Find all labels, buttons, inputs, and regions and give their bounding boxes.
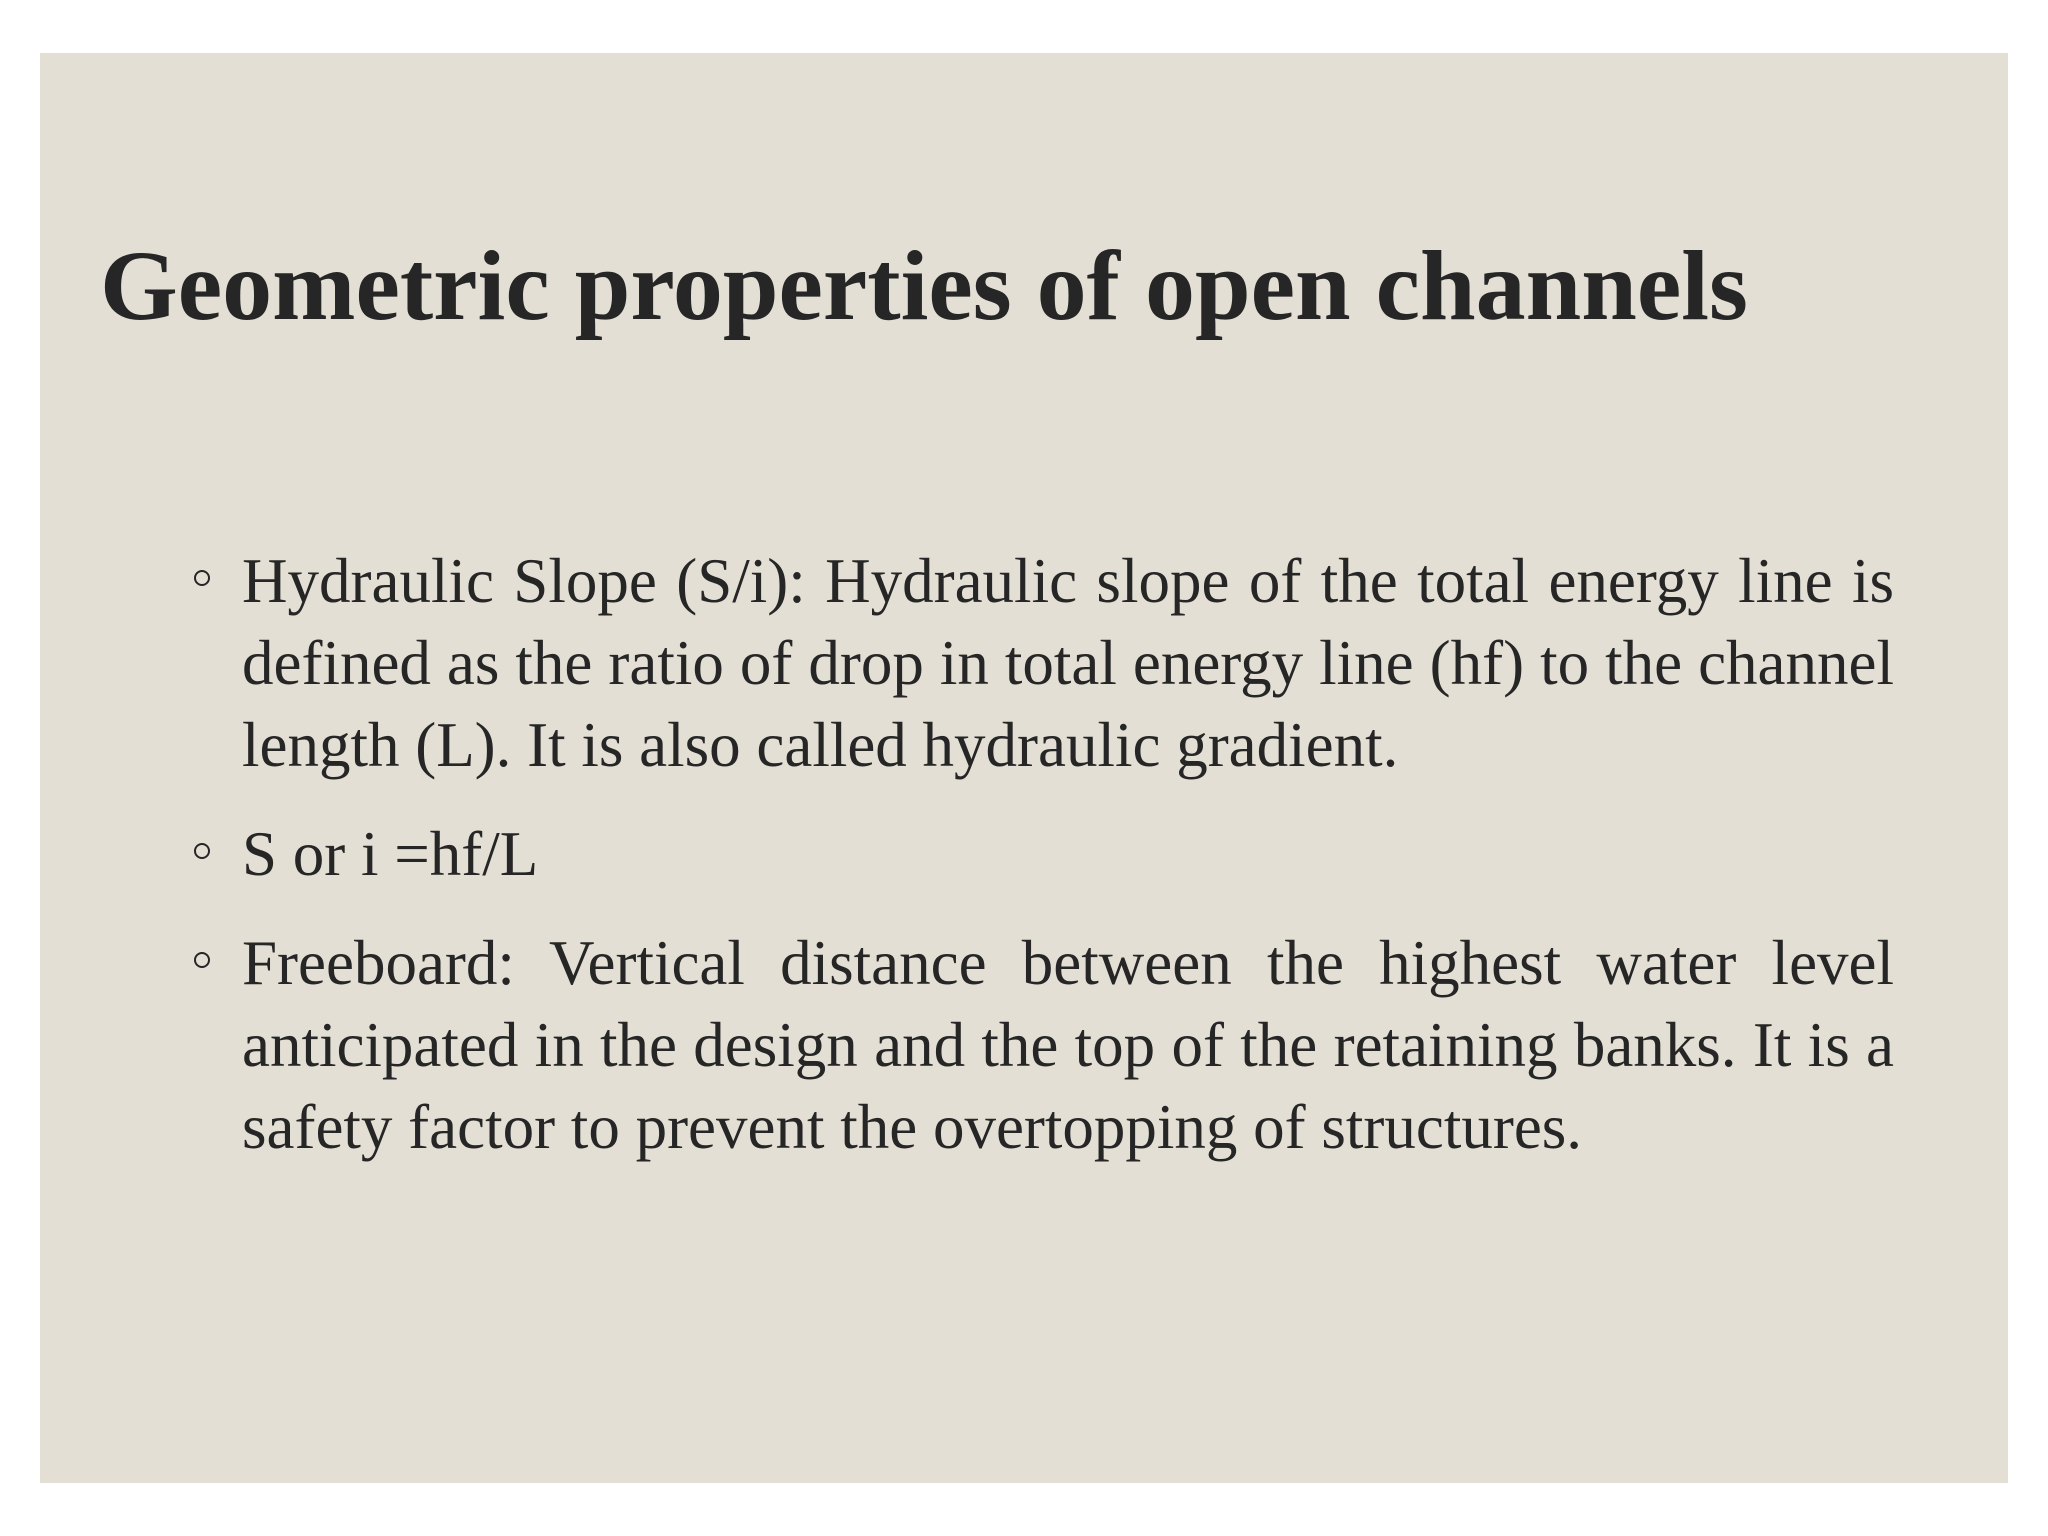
bullet-text: Freeboard: Vertical distance between the highest water level anticipated in the design and the top of the retaining banks. It is a safety factor to prevent the overtopping of structures. xyxy=(242,928,1894,1162)
slide-title: Geometric properties of open channels xyxy=(100,230,1748,341)
bullet-text: S or i =hf/L xyxy=(242,819,539,889)
bullet-text: Hydraulic Slope (S/i): Hydraulic slope of the total energy line is defined as the ratio of drop in total energy line (hf) to the channel length (L). It is also called hydraulic gradient. xyxy=(242,546,1894,780)
bullet-circle-icon xyxy=(194,570,210,586)
bullet-circle-icon xyxy=(194,843,210,859)
bullet-item-hydraulic-slope xyxy=(194,540,1894,786)
bullet-list xyxy=(194,540,1894,1195)
slide xyxy=(40,53,2008,1483)
bullet-item-freeboard xyxy=(194,922,1894,1168)
bullet-circle-icon xyxy=(194,952,210,968)
bullet-item-formula xyxy=(194,813,1894,895)
